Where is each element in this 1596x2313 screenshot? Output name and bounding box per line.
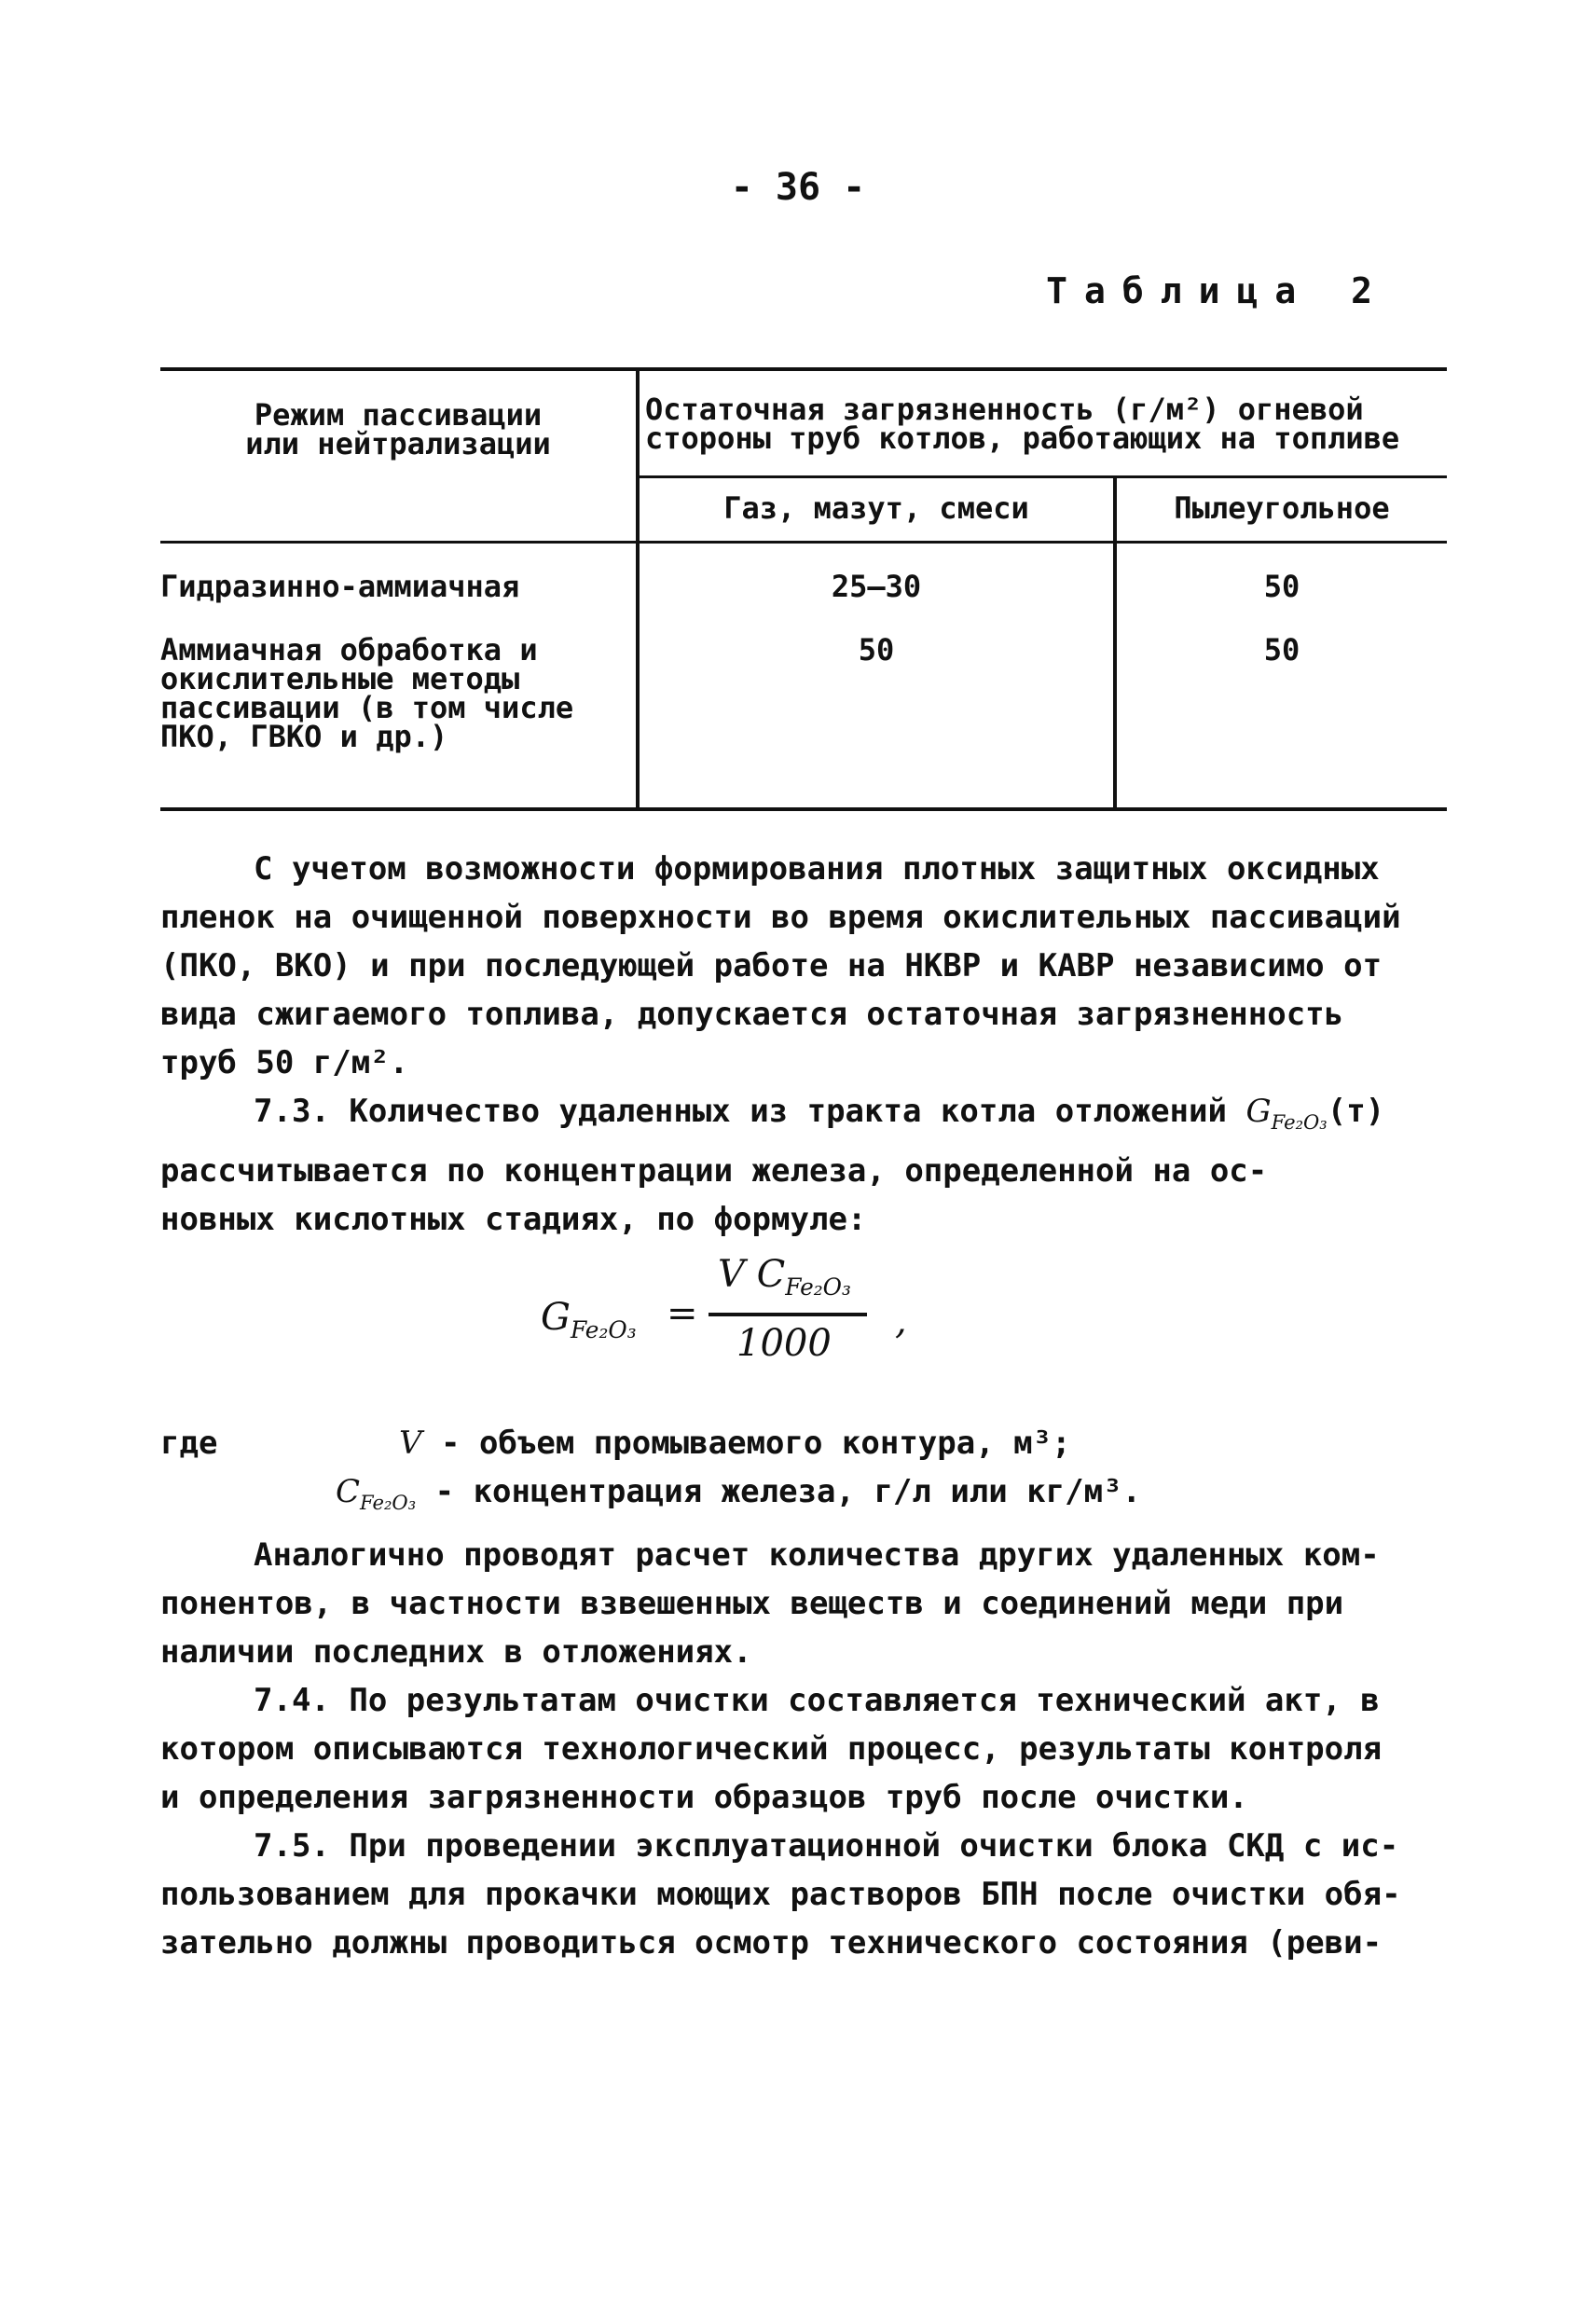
formula-equals: = xyxy=(667,1292,698,1335)
formula-iron-oxide-mass xyxy=(541,1253,1007,1398)
table-subheader-rule xyxy=(638,475,1447,478)
formula-denominator: 1000 xyxy=(736,1322,832,1365)
residual-contamination-table xyxy=(160,367,1447,811)
col-header-contamination: Остаточная загрязненность (г/м²) огневой стороны труб котлов, работающих на топливе xyxy=(645,392,1400,456)
table-row-1-mode: Гидразинно-аммиачная xyxy=(160,569,520,604)
table-row-2-mode: Аммиачная обработка и окислительные методы пассивации (в том числе ПКО, ГВКО и др.) xyxy=(160,632,574,754)
formula-trailing-comma: , xyxy=(895,1300,907,1342)
paragraph-7-4: 7.4. По результатам очистки составляется технический акт, в котором описываются технологический процесс, результаты контроля и определения загрязненности образцов труб после очистки. xyxy=(160,1682,1383,1816)
paragraph-7-3: 7.3. Количество удаленных из тракта котла отложений $G_{Fe_2O_3}(т)$ рассчитывается по концентрации железа, определенной на ос- новных кислотных стадиях, по формуле: xyxy=(160,1093,1385,1238)
subheader-coal: Пылеугольное xyxy=(1174,490,1390,526)
formula-lhs: $G_{Fe_2O_3}$ xyxy=(541,1296,637,1343)
g-symbol: $G_{Fe_2O_3}$ xyxy=(1245,1093,1328,1134)
table-caption: Таблица 2 xyxy=(1046,270,1389,311)
paragraph-analogous-calc: Аналогично проводят расчет количества других удаленных ком- понентов, в частности взвешенных веществ и соединений меди при наличии последних в отложениях. xyxy=(160,1536,1380,1671)
page-number: - 36 - xyxy=(730,166,866,209)
table-top-rule xyxy=(160,367,1447,371)
table-row-1-gas: 25–30 xyxy=(831,569,922,604)
table-row-2-coal: 50 xyxy=(1263,632,1300,668)
where-label: где xyxy=(160,1425,218,1462)
col-header-mode: Режим пассивации или нейтрализации xyxy=(245,397,551,461)
paragraph-residual-contamination: С учетом возможности формирования плотных защитных оксидных пленок на очищенной поверхности во время окислительных пассиваций (ПКО, ВКО) и при последующей работе на НКВР и КАВР независимо от вида сжигаемого топлива, допускается остаточная загрязненность труб 50 г/м². xyxy=(160,850,1401,1081)
definition-v: V - объем промываемого контура, м³; xyxy=(399,1425,1071,1462)
table-header-rule xyxy=(160,541,1447,544)
formula-numerator: V $C_{Fe_2O_3}$ xyxy=(718,1253,851,1301)
definition-c: $C_{Fe_2O_3}$ - концентрация железа, г/л или кг/м³. xyxy=(336,1473,1142,1514)
paragraph-7-5: 7.5. При проведении эксплуатационной очистки блока СКД с ис- пользованием для прокачки моющих растворов БПН после очистки обя- зательно должны проводиться осмотр технического состояния (реви- xyxy=(160,1827,1401,1962)
table-bottom-rule xyxy=(160,807,1447,811)
table-row-1-coal: 50 xyxy=(1263,569,1300,604)
fraction-bar xyxy=(709,1313,867,1316)
subheader-gas: Газ, мазут, смеси xyxy=(723,490,1029,526)
table-row-2-gas: 50 xyxy=(858,632,895,668)
